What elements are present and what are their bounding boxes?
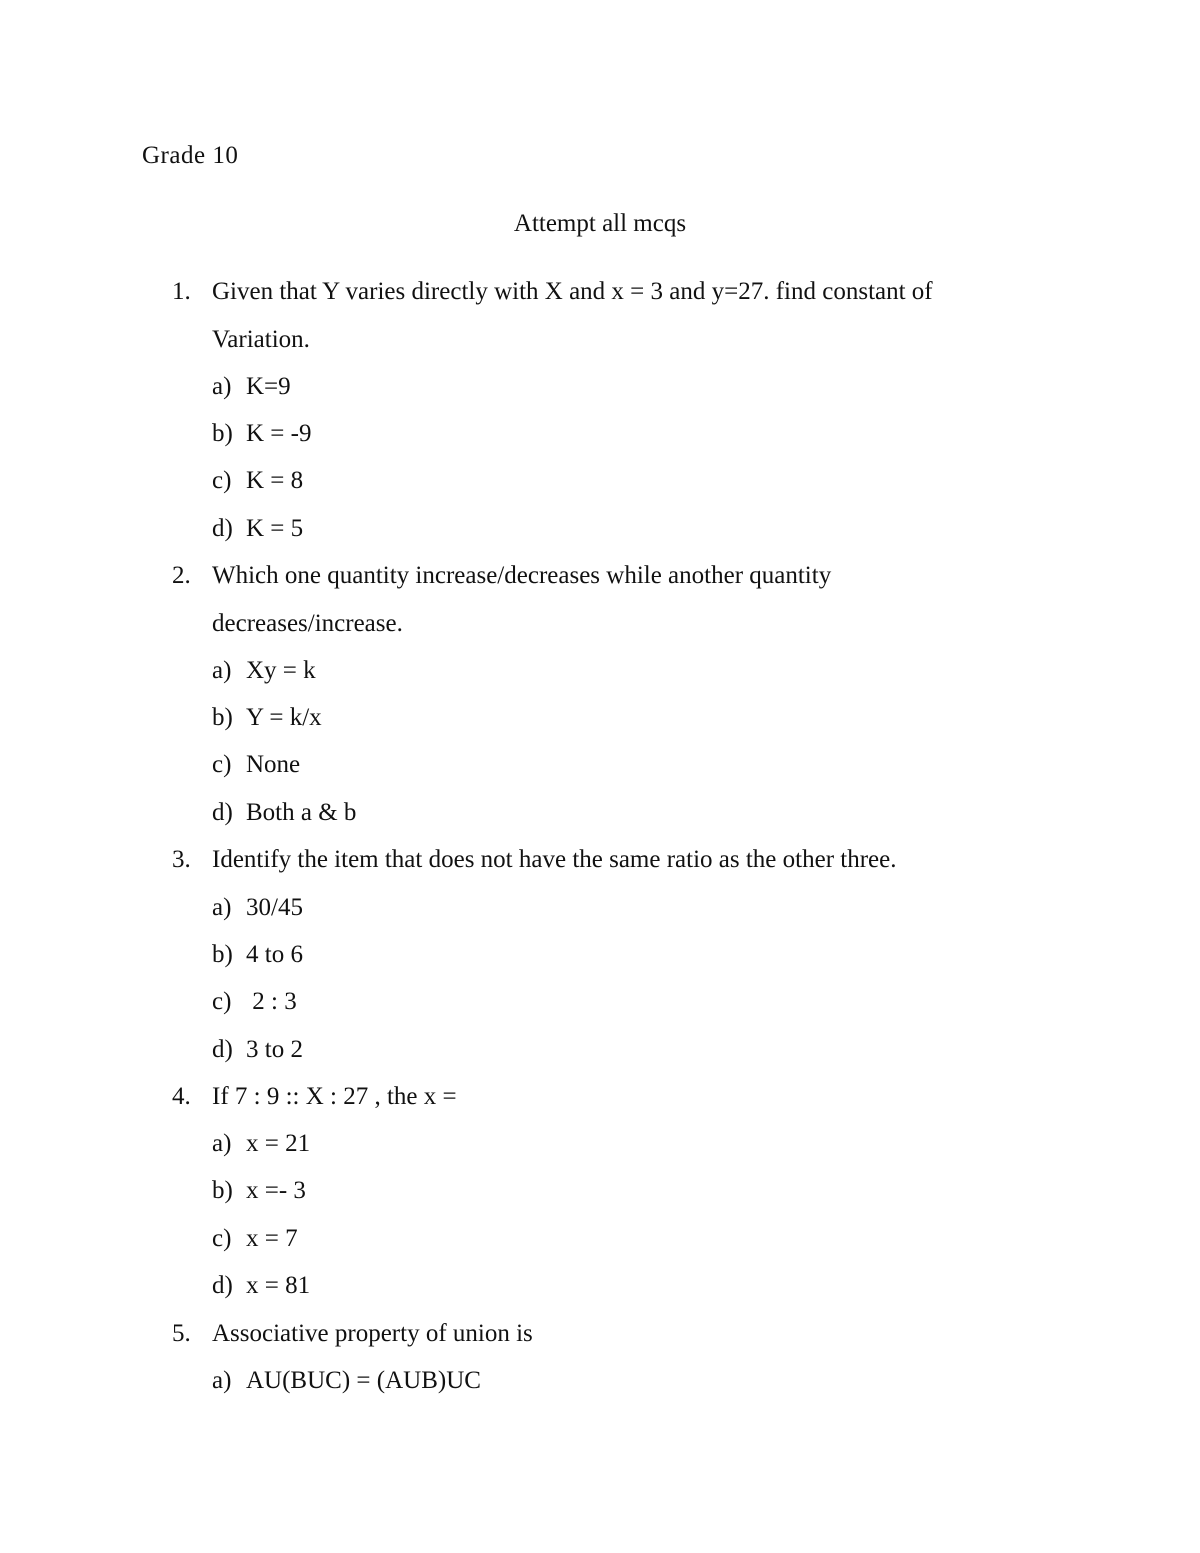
question-number: 5. [172, 1320, 191, 1347]
option-text: None [246, 751, 301, 778]
question-number: 4. [172, 1083, 191, 1110]
option-text: 3 to 2 [246, 1036, 303, 1063]
option-text: x = 81 [246, 1272, 311, 1299]
option-label: d) [212, 799, 233, 826]
option-label: b) [212, 420, 233, 447]
option-text: K=9 [246, 373, 291, 400]
question-number: 3. [172, 846, 191, 873]
option-text: Y = k/x [246, 704, 322, 731]
option-label: a) [212, 373, 232, 400]
option-text: 30/45 [246, 894, 303, 921]
question-text-line: If 7 : 9 :: X : 27 , the x = [212, 1083, 457, 1110]
option-text: Both a & b [246, 799, 357, 826]
grade-label: Grade 10 [142, 142, 239, 169]
option-label: b) [212, 704, 233, 731]
question-text-line: Identify the item that does not have the same ratio as the other three. [212, 846, 897, 873]
option-label: c) [212, 1225, 232, 1252]
option-label: a) [212, 894, 232, 921]
question-text-line: Given that Y varies directly with X and x = 3 and y=27. find constant of [212, 278, 933, 305]
option-text: K = 8 [246, 467, 304, 494]
option-text: x = 7 [246, 1225, 298, 1252]
question-text-line: decreases/increase. [212, 610, 403, 637]
question-number: 2. [172, 562, 191, 589]
option-label: a) [212, 1130, 232, 1157]
option-label: b) [212, 941, 233, 968]
option-label: d) [212, 515, 233, 542]
question-number: 1. [172, 278, 191, 305]
option-text: AU(BUC) = (AUB)UC [246, 1367, 481, 1394]
option-label: c) [212, 467, 232, 494]
option-text: K = 5 [246, 515, 304, 542]
question-text-line: Which one quantity increase/decreases while another quantity [212, 562, 832, 589]
option-text: 2 : 3 [246, 988, 297, 1015]
option-text: Xy = k [246, 657, 316, 684]
option-label: c) [212, 988, 232, 1015]
option-label: d) [212, 1036, 233, 1063]
option-text: 4 to 6 [246, 941, 303, 968]
option-label: b) [212, 1177, 233, 1204]
option-label: c) [212, 751, 232, 778]
option-text: x = 21 [246, 1130, 311, 1157]
page-title: Attempt all mcqs [513, 210, 687, 237]
option-label: d) [212, 1272, 233, 1299]
question-text-line: Associative property of union is [212, 1320, 533, 1347]
option-text: K = -9 [246, 420, 312, 447]
option-label: a) [212, 657, 232, 684]
option-text: x =- 3 [246, 1177, 306, 1204]
question-text-line: Variation. [212, 326, 310, 353]
option-label: a) [212, 1367, 232, 1394]
